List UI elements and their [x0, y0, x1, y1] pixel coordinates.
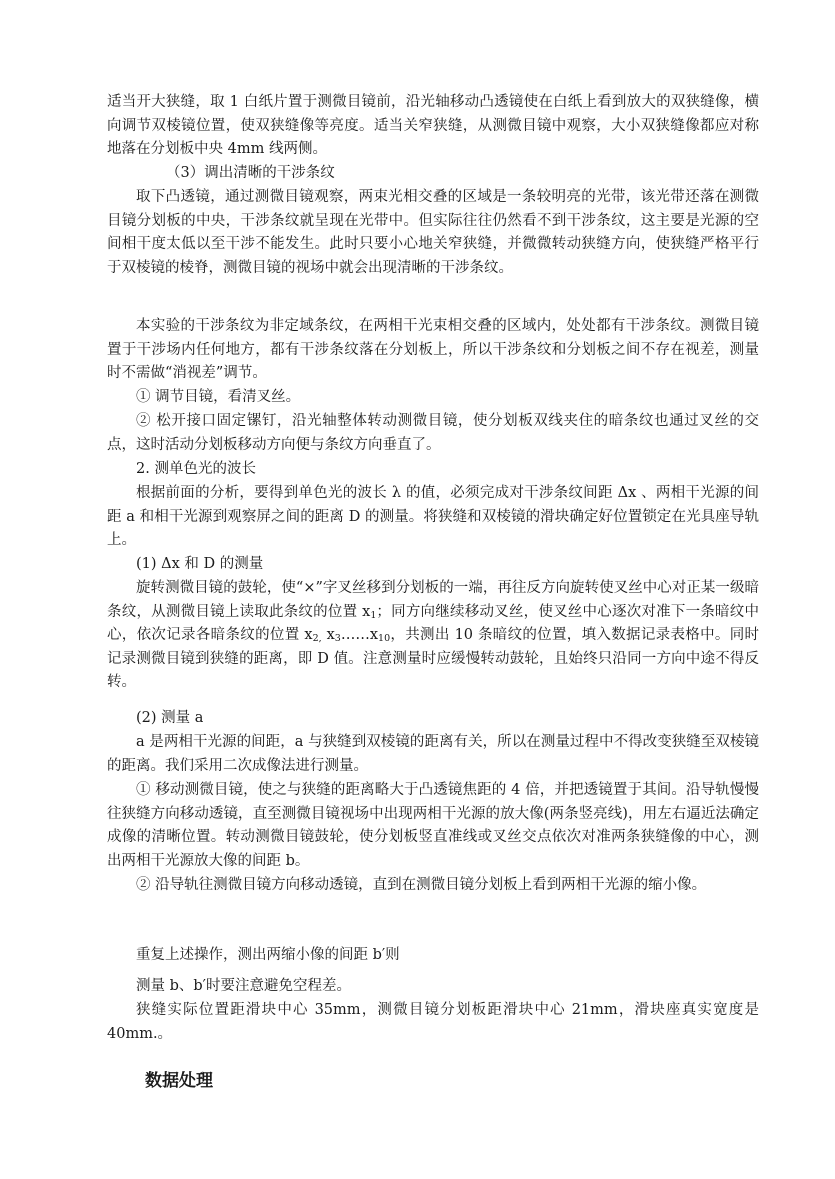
paragraph-slit-setup: 适当开大狭缝，取 1 白纸片置于测微目镜前，沿光轴移动凸透镜使在白纸上看到放大的双狭缝像，横向调节双棱镜位置，使双狭缝像等亮度。适当关窄狭缝，从测微目镜中观察，大小双狭缝像都应对称地落在分划板中央 4mm 线两侧。	[107, 94, 759, 158]
step-rotate-micrometer: ② 松开接口固定镙钉，沿光轴整体转动测微目镜，使分划板双线夹住的暗条纹也通过叉丝的交点，这时活动分划板移动方向便与条纹方向垂直了。	[107, 413, 759, 453]
paragraph-wavelength-intro: 根据前面的分析，要得到单色光的波长 λ 的值，必须完成对干涉条纹间距 Δx 、两相干光源的间距 a 和相干光源到观察屏之间的距离 D 的测量。将狭缝和双棱镜的滑块确定好位置锁定在光具座导轨上。	[107, 485, 759, 549]
paragraph-repeat: 重复上述操作，测出两缩小像的间距 b′则	[136, 947, 400, 963]
paragraph-nonlocalized: 本实验的干涉条纹为非定域条纹，在两相干光束相交叠的区域内，处处都有干涉条纹。测微目镜置于干涉场内任何地方，都有干涉条纹落在分划板上，所以干涉条纹和分划板之间不存在视差，测量时不需做“消视差”调节。	[107, 318, 759, 382]
paragraph-backlash: 测量 b、b′时要注意避免空程差。	[136, 978, 351, 994]
paragraph-fringe-adjust: 取下凸透镜，通过测微目镜观察，两束光相交叠的区域是一条较明亮的光带，该光带还落在测微目镜分划板的中央，干涉条纹就呈现在光带中。但实际往往仍然看不到干涉条纹，这主要是光源的空间相干度太低以至干涉不能发生。此时只要小心地关窄狭缝，并微微转动狭缝方向，使狭缝严格平行于双棱镜的棱脊，测微目镜的视场中就会出现清晰的干涉条纹。	[107, 189, 759, 276]
step-eyepiece: ① 调节目镜，看清叉丝。	[136, 389, 301, 405]
step-reduced-image: ② 沿导轨往测微目镜方向移动透镜，直到在测微目镜分划板上看到两相干光源的缩小像。	[136, 877, 707, 893]
section-heading-data-processing: 数据处理	[145, 1071, 213, 1091]
subheading-dx-d: (1) Δx 和 D 的测量	[136, 556, 264, 572]
step-magnified-image: ① 移动测微目镜，使之与狭缝的距离略大于凸透镜焦距的 4 倍，并把透镜置于其间。沿导轨慢慢往狭缝方向移动透镜，直至测微目镜视场中出现两相干光源的放大像(两条竖亮线)，用左右逼近法确定成像的清晰位置。转动测微目镜鼓轮，使分划板竖直准线或叉丝交点依次对准两条狭缝像的中心，测出两相干光源放大像的间距 b。	[107, 782, 759, 869]
subheading-fringes: （3）调出清晰的干涉条纹	[166, 165, 335, 181]
section-wavelength: 2. 测单色光的波长	[136, 461, 256, 477]
subheading-a: (2) 测量 a	[136, 710, 204, 726]
paragraph-a-intro: a 是两相干光源的间距，a 与狭缝到双棱镜的距离有关，所以在测量过程中不得改变狭缝至双棱镜的距离。我们采用二次成像法进行测量。	[107, 734, 759, 774]
paragraph-dx-measure: 旋转测微目镜的鼓轮，使“×”字叉丝移到分划板的一端，再往反方向旋转使叉丝中心对正某一级暗条纹，从测微目镜上读取此条纹的位置 $x_1$；同方向继续移动叉丝，使叉丝中心逐次对准下一条暗纹中心，依次记录各暗条纹的位置 $x_{2,}$ $x_3\dots\dots x_{10}$，共测出 10 条暗纹的位置，填入数据记录表格中。同时记录测微目镜到狭缝的距离，即 D 值。注意测量时应缓慢转动鼓轮，且始终只沿同一方向中途不得反转。	[107, 580, 759, 691]
paragraph-slit-position: 狭缝实际位置距滑块中心 35mm，测微目镜分划板距滑块中心 21mm，滑块座真实宽度是 40mm.。	[107, 1002, 759, 1042]
